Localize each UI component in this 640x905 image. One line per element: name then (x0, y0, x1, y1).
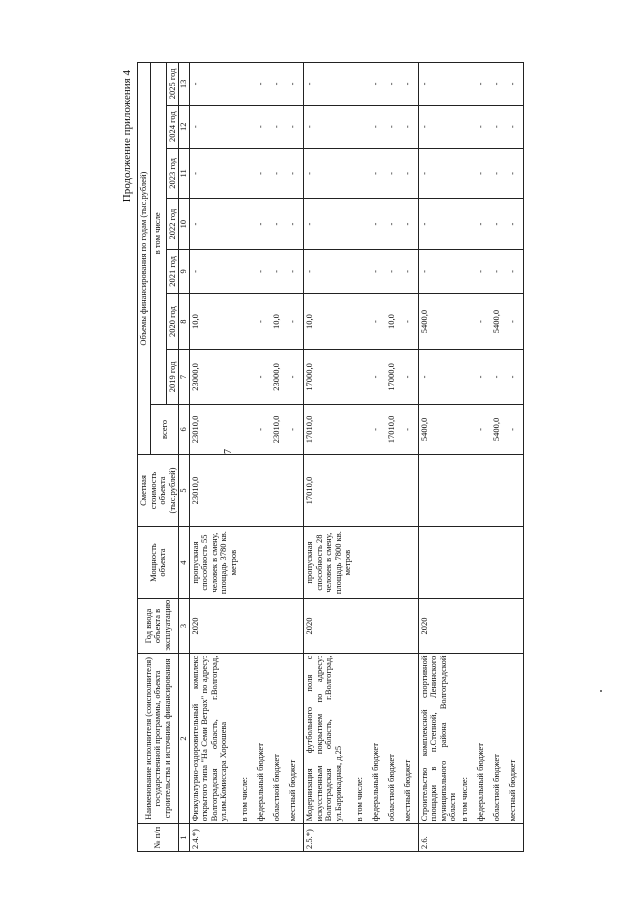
source-empty (239, 526, 255, 599)
source-num-cell (354, 824, 370, 852)
source-row (370, 63, 386, 852)
funding-value: - (189, 199, 239, 250)
source-value: - (255, 249, 271, 293)
object-capacity: пропускная способность 28 человек в смену, площадь 7800 кв. метров (304, 526, 354, 599)
object-cost (418, 455, 459, 527)
col-num: 10 (179, 199, 190, 250)
object-year: 2020 (189, 599, 239, 653)
object-name: Физкультурно-оздоровительный комплекс открытого типа "На Семи Ветрах" по адресу: Волгоградская область, г.Волгоград, ул.им.Комиссара Хорошева (189, 653, 239, 824)
header-funding: Объемы финансирования по годам (тыс.рублей) (138, 63, 151, 455)
continuation-label: Продолжение приложения 4 (121, 70, 133, 203)
source-value (239, 199, 255, 250)
source-row (239, 63, 255, 852)
col-num: 8 (179, 293, 190, 350)
source-empty (402, 455, 419, 527)
col-num: 11 (179, 148, 190, 199)
source-value: - (475, 293, 491, 350)
source-empty (255, 455, 271, 527)
source-label: местный бюджет (287, 653, 304, 824)
col-num: 9 (179, 249, 190, 293)
source-value: - (370, 199, 386, 250)
source-value: 5400,0 (491, 293, 507, 350)
source-value: - (507, 148, 524, 199)
header-cost: Сметная стоимость объекта (тыс.рублей) (138, 455, 179, 527)
source-row (386, 63, 402, 852)
source-empty (370, 455, 386, 527)
funding-value: - (189, 63, 239, 106)
object-year: 2020 (304, 599, 354, 653)
funding-value: 17000,0 (304, 350, 354, 404)
source-value (354, 63, 370, 106)
source-label: в том числе: (354, 653, 370, 824)
source-value (459, 293, 475, 350)
source-value: - (255, 63, 271, 106)
funding-value: - (304, 249, 354, 293)
source-value: - (507, 249, 524, 293)
source-value: - (370, 105, 386, 148)
col-num: 4 (179, 526, 190, 599)
header-year: 2019 год (166, 350, 179, 404)
source-row (402, 63, 419, 852)
source-value: - (491, 199, 507, 250)
source-value: 23010,0 (271, 404, 287, 455)
source-empty (475, 526, 491, 599)
source-value: - (271, 199, 287, 250)
source-empty (287, 455, 304, 527)
funding-value: 23010,0 (189, 404, 239, 455)
source-value: - (507, 63, 524, 106)
source-value: - (475, 105, 491, 148)
funding-value: 10,0 (304, 293, 354, 350)
source-empty (491, 599, 507, 653)
col-num: 7 (179, 350, 190, 404)
object-row (189, 63, 239, 852)
col-num: 1 (179, 824, 190, 852)
source-value (459, 105, 475, 148)
source-value: - (287, 63, 304, 106)
source-empty (475, 455, 491, 527)
source-empty (459, 455, 475, 527)
source-value: - (507, 350, 524, 404)
source-empty (354, 599, 370, 653)
source-empty (402, 599, 419, 653)
source-row (271, 63, 287, 852)
source-value: - (402, 63, 419, 106)
header-year: 2020 год (166, 293, 179, 350)
source-value: - (475, 199, 491, 250)
header-year: 2024 год (166, 105, 179, 148)
header-year-in: Год ввода объекта в эксплуатацию (138, 599, 179, 653)
source-value: - (386, 63, 402, 106)
source-value: - (255, 105, 271, 148)
source-value: - (370, 249, 386, 293)
source-value: - (287, 404, 304, 455)
source-value: - (491, 63, 507, 106)
source-value: - (475, 148, 491, 199)
funding-value: - (418, 199, 459, 250)
header-year: 2023 год (166, 148, 179, 199)
source-value: - (507, 105, 524, 148)
source-empty (271, 455, 287, 527)
object-name: Строительство комплексной спортивной площадки в п.Степной, Ленинского муниципального района Волгоградской области (418, 653, 459, 824)
funding-value: 5400,0 (418, 293, 459, 350)
source-value: - (255, 350, 271, 404)
source-value: - (370, 63, 386, 106)
source-value: - (402, 404, 419, 455)
source-value (459, 249, 475, 293)
source-empty (507, 526, 524, 599)
funding-table (137, 62, 524, 852)
header-year: 2025 год (166, 63, 179, 106)
source-value: 17010,0 (386, 404, 402, 455)
source-num-cell (386, 824, 402, 852)
funding-value: - (304, 148, 354, 199)
funding-value: - (304, 105, 354, 148)
source-label: областной бюджет (491, 653, 507, 824)
source-value: - (287, 249, 304, 293)
source-empty (475, 599, 491, 653)
source-empty (239, 599, 255, 653)
funding-value: 5400,0 (418, 404, 459, 455)
header-num: № п/п (138, 824, 179, 852)
source-value: 5400,0 (491, 404, 507, 455)
source-value (354, 105, 370, 148)
object-year: 2020 (418, 599, 459, 653)
object-capacity (418, 526, 459, 599)
source-value (354, 293, 370, 350)
source-value: 23000,0 (271, 350, 287, 404)
rotated-sheet (118, 62, 610, 852)
source-value: - (475, 63, 491, 106)
source-empty (386, 526, 402, 599)
object-num: 2.6. (418, 824, 459, 852)
source-value: - (386, 249, 402, 293)
funding-value: - (189, 105, 239, 148)
source-value (239, 105, 255, 148)
source-value (239, 404, 255, 455)
source-num-cell (370, 824, 386, 852)
source-value: - (271, 105, 287, 148)
object-cost: 17010,0 (304, 455, 354, 527)
source-row (354, 63, 370, 852)
source-label: в том числе: (459, 653, 475, 824)
source-empty (354, 526, 370, 599)
source-value: - (287, 105, 304, 148)
source-empty (507, 599, 524, 653)
object-capacity: пропускная способность 55 человек в смену, площадь 3780 кв. метров (189, 526, 239, 599)
col-num: 2 (179, 653, 190, 824)
source-row (491, 63, 507, 852)
funding-value: - (418, 63, 459, 106)
source-value (459, 199, 475, 250)
source-value: - (402, 249, 419, 293)
source-value (459, 404, 475, 455)
source-value: - (287, 148, 304, 199)
source-num-cell (475, 824, 491, 852)
source-value: - (402, 148, 419, 199)
source-row (287, 63, 304, 852)
object-num: 2.5.*) (304, 824, 354, 852)
col-num: 5 (179, 455, 190, 527)
source-label: в том числе: (239, 653, 255, 824)
source-empty (386, 455, 402, 527)
col-num: 13 (179, 63, 190, 106)
header-year: 2021 год (166, 249, 179, 293)
table-body (189, 63, 523, 852)
funding-value: - (304, 63, 354, 106)
source-empty (370, 526, 386, 599)
header-incl: в том числе (150, 63, 166, 405)
source-empty (287, 599, 304, 653)
object-row (418, 63, 459, 852)
source-empty (287, 526, 304, 599)
source-value (354, 249, 370, 293)
header-capacity: Мощность объекта (138, 526, 179, 599)
source-row (507, 63, 524, 852)
funding-value: 10,0 (189, 293, 239, 350)
source-label: областной бюджет (271, 653, 287, 824)
source-value (354, 199, 370, 250)
source-value (239, 249, 255, 293)
table-header (138, 63, 190, 852)
source-num-cell (491, 824, 507, 852)
source-value (239, 63, 255, 106)
source-value: - (402, 105, 419, 148)
source-value: - (255, 199, 271, 250)
funding-value: - (189, 249, 239, 293)
source-value: 10,0 (386, 293, 402, 350)
source-value: - (255, 293, 271, 350)
source-value: - (402, 199, 419, 250)
source-value: - (287, 350, 304, 404)
source-value: - (507, 404, 524, 455)
source-value: - (255, 404, 271, 455)
col-num: 3 (179, 599, 190, 653)
source-value: - (491, 350, 507, 404)
source-label: местный бюджет (507, 653, 524, 824)
source-empty (459, 526, 475, 599)
source-value: - (491, 148, 507, 199)
source-value: - (475, 350, 491, 404)
object-cost: 23010,0 (189, 455, 239, 527)
source-value: - (491, 249, 507, 293)
source-value (459, 63, 475, 106)
source-value: 10,0 (271, 293, 287, 350)
funding-value: 23000,0 (189, 350, 239, 404)
source-empty (507, 455, 524, 527)
header-total: всего (150, 404, 179, 455)
source-value: - (287, 199, 304, 250)
source-label: местный бюджет (402, 653, 419, 824)
source-value: - (386, 199, 402, 250)
source-row (475, 63, 491, 852)
source-num-cell (271, 824, 287, 852)
source-empty (370, 599, 386, 653)
source-label: федеральный бюджет (255, 653, 271, 824)
source-value: - (370, 293, 386, 350)
source-value: - (475, 249, 491, 293)
source-value: 17000,0 (386, 350, 402, 404)
source-num-cell (507, 824, 524, 852)
source-value: - (507, 293, 524, 350)
source-label: областной бюджет (386, 653, 402, 824)
source-value (459, 350, 475, 404)
source-value: - (491, 105, 507, 148)
source-empty (491, 526, 507, 599)
source-value: - (271, 148, 287, 199)
source-value (354, 350, 370, 404)
source-value: - (271, 63, 287, 106)
source-value (239, 148, 255, 199)
funding-value: 17010,0 (304, 404, 354, 455)
source-empty (491, 455, 507, 527)
source-value: - (386, 105, 402, 148)
source-value: - (370, 350, 386, 404)
source-value: - (386, 148, 402, 199)
column-number-row (179, 63, 190, 852)
source-empty (255, 526, 271, 599)
source-value: - (475, 404, 491, 455)
funding-value: - (418, 148, 459, 199)
source-empty (271, 599, 287, 653)
source-empty (354, 455, 370, 527)
col-num: 6 (179, 404, 190, 455)
source-empty (255, 599, 271, 653)
source-row (255, 63, 271, 852)
source-empty (386, 599, 402, 653)
source-num-cell (287, 824, 304, 852)
source-empty (271, 526, 287, 599)
object-row (304, 63, 354, 852)
source-empty (459, 599, 475, 653)
source-row (459, 63, 475, 852)
source-num-cell (459, 824, 475, 852)
funding-value: - (189, 148, 239, 199)
header-year: 2022 год (166, 199, 179, 250)
source-value: - (370, 404, 386, 455)
source-label: федеральный бюджет (370, 653, 386, 824)
source-value: - (507, 199, 524, 250)
col-num: 12 (179, 105, 190, 148)
source-num-cell (255, 824, 271, 852)
source-value (354, 148, 370, 199)
source-value (459, 148, 475, 199)
funding-value: - (418, 105, 459, 148)
source-value: - (402, 293, 419, 350)
source-value (239, 293, 255, 350)
source-num-cell (239, 824, 255, 852)
page-number: 7 (223, 449, 234, 454)
source-value: - (370, 148, 386, 199)
source-value: - (287, 293, 304, 350)
funding-value: - (418, 249, 459, 293)
source-value: - (402, 350, 419, 404)
source-num-cell (402, 824, 419, 852)
source-empty (239, 455, 255, 527)
object-name: Модернизация футбольного поля с искусственным покрытием по адресу: Волгоградская область, г.Волгоград, ул.Баррикадная, д.25 (304, 653, 354, 824)
funding-value: - (304, 199, 354, 250)
header-name: Наименование исполнителя (соисполнителя) государственной программы, объекта строительства и источника финансирования (138, 653, 179, 824)
funding-value: - (418, 350, 459, 404)
object-num: 2.4.*) (189, 824, 239, 852)
source-value (239, 350, 255, 404)
source-value: - (255, 148, 271, 199)
source-value (354, 404, 370, 455)
source-value: - (271, 249, 287, 293)
source-empty (402, 526, 419, 599)
source-label: федеральный бюджет (475, 653, 491, 824)
